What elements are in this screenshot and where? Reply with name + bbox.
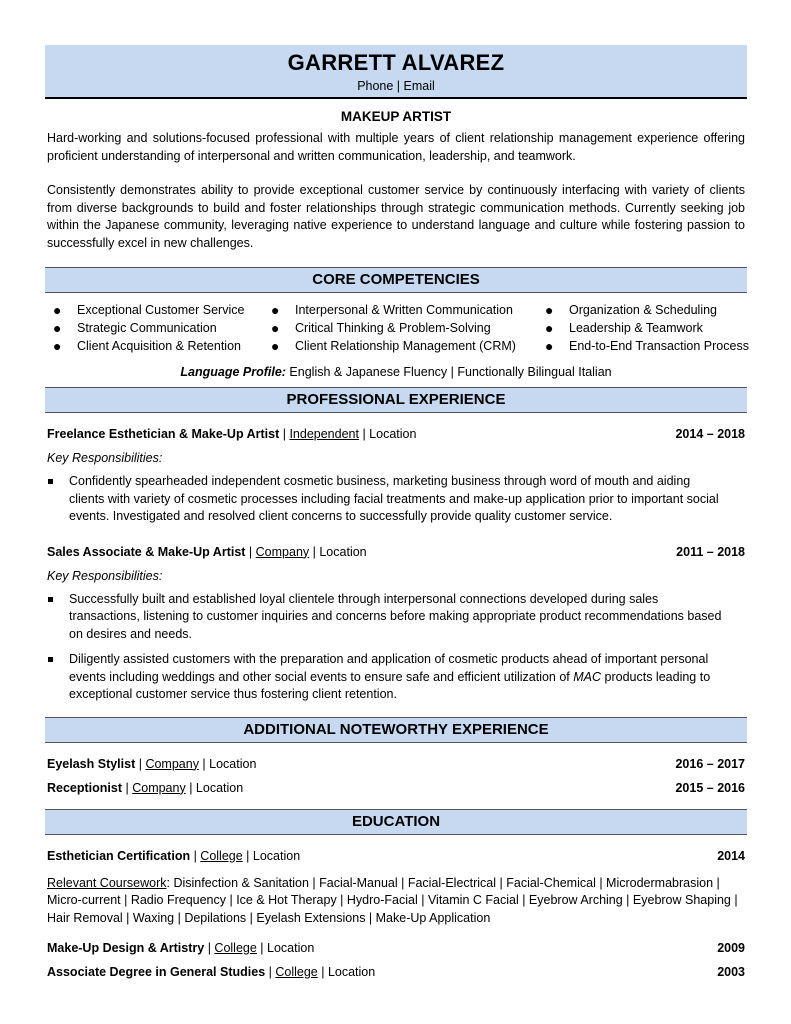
education-entry: Make-Up Design & Artistry | College | Location 2009 [47, 941, 745, 955]
school-name: College [275, 965, 318, 979]
competency-item: ● Leadership & Teamwork [545, 320, 703, 336]
job-header: Sales Associate & Make-Up Artist | Company | Location 2011 – 2018 [47, 544, 745, 559]
competencies-column [45, 301, 263, 355]
job-header: Receptionist | Company | Location 2015 – 2016 [47, 780, 745, 795]
school-location: Location [267, 941, 315, 955]
job-dates: 2015 – 2016 [675, 780, 745, 795]
header-band [45, 45, 747, 99]
candidate-name: GARRETT ALVAREZ [287, 50, 505, 75]
credential-title: Associate Degree in General Studies [47, 965, 266, 979]
competency-item: ● Critical Thinking & Problem-Solving [271, 320, 491, 336]
job-dates: 2016 – 2017 [675, 756, 745, 771]
square-bullet-icon [48, 479, 53, 484]
education-heading: EDUCATION [45, 809, 747, 835]
contact-line: Phone | Email [357, 79, 435, 93]
resume-page [45, 45, 747, 981]
responsibility-item: Confidently spearheaded independent cosmetic business, marketing business through word of mouth and aiding clients with variety of cosmetic processes including facial treatments and make-up application prior to important social events. Investigated and resolved client concerns to successfully provide quality customer service. [45, 473, 747, 526]
bullet-icon: ● [271, 338, 280, 354]
summary-paragraph: Consistently demonstrates ability to provide exceptional customer service by continuously interfacing with variety of clients from diverse backgrounds to build and foster relationships through strategic communication methods. Currently seeking job within the Japanese community, leveraging native experience to understand language and culture while fostering passion to successfully excel in new challenges. [47, 183, 745, 250]
relevant-coursework [45, 875, 747, 928]
competency-item: ● Interpersonal & Written Communication [271, 302, 513, 318]
school-name: College [200, 848, 243, 863]
credential-title: Make-Up Design & Artistry [47, 941, 205, 955]
job-header: Eyelash Stylist | Company | Location 2016 – 2017 [47, 756, 745, 771]
summary-paragraph: Hard-working and solutions-focused professional with multiple years of client relationship management experience offering proficient understanding of interpersonal and written communication, leadership, and teamwork. [47, 131, 745, 163]
key-responsibilities-label: Key Responsibilities: [47, 451, 163, 465]
responsibilities-list [45, 591, 747, 704]
responsibility-item: Diligently assisted customers with the preparation and application of cosmetic products ahead of important personal events including weddings and other social events to ensure safe and efficient utilization of MAC products leading to exceptional customer service thus fostering client retention. [45, 651, 747, 704]
employer-name: Company [132, 780, 186, 795]
coursework-list: : Disinfection & Sanitation | Facial-Manual | Facial-Electrical | Facial-Chemical | Microdermabrasion | Micro-current | Radio Frequency | Ice & Hot Therapy | Hydro-Facial | Vitamin C Facial | Eyebrow Arching | Eyebrow Shaping | Hair Removal | Waxing | Depilations | Eyelash Extensions | Make-Up Application [47, 875, 738, 925]
bullet-icon: ● [271, 320, 280, 336]
competency-item: ● Client Acquisition & Retention [53, 338, 241, 354]
competency-item: ● Exceptional Customer Service [53, 302, 245, 318]
job-position: Eyelash Stylist [47, 756, 136, 771]
job-location: Location [209, 756, 257, 771]
language-value: English & Japanese Fluency | Functionally Bilingual Italian [285, 365, 612, 379]
employer-name: Independent [289, 427, 359, 441]
job-position: Sales Associate & Make-Up Artist [47, 544, 246, 559]
education-year: 2003 [717, 965, 745, 979]
school-location: Location [252, 848, 301, 863]
education-year: 2014 [717, 848, 745, 863]
professional-experience-heading: PROFESSIONAL EXPERIENCE [45, 387, 747, 413]
language-label: Language Profile: [180, 365, 286, 379]
bullet-icon: ● [545, 302, 554, 318]
responsibilities-list [45, 473, 747, 526]
summary-section [45, 130, 747, 252]
competency-item: ● End-to-End Transaction Process [545, 338, 749, 354]
bullet-icon: ● [271, 302, 280, 318]
additional-experience-heading: ADDITIONAL NOTEWORTHY EXPERIENCE [45, 717, 747, 743]
job-dates: 2014 – 2018 [675, 427, 745, 441]
bullet-icon: ● [545, 320, 554, 336]
job-title: MAKEUP ARTIST [340, 109, 452, 124]
core-competencies-heading: CORE COMPETENCIES [45, 267, 747, 293]
bullet-icon: ● [53, 320, 62, 336]
job-location: Location [319, 544, 367, 559]
education-entry: Associate Degree in General Studies | College | Location 2003 [47, 965, 745, 979]
job-header: Freelance Esthetician & Make-Up Artist | Independent | Location 2014 – 2018 [47, 427, 745, 441]
competency-item: ● Strategic Communication [53, 320, 217, 336]
responsibility-item: Successfully built and established loyal clientele through interpersonal connections developed during sales transactions, listening to customer inquiries and concerns before making appropriate product recommendations based on desires and needs. [45, 591, 747, 644]
bullet-icon: ● [545, 338, 554, 354]
credential-title: Esthetician Certification [47, 848, 191, 863]
square-bullet-icon [48, 597, 53, 602]
job-location: Location [369, 427, 417, 441]
key-responsibilities-label: Key Responsibilities: [47, 568, 163, 583]
employer-name: Company [145, 756, 199, 771]
square-bullet-icon [48, 657, 53, 662]
coursework-label: Relevant Coursework [47, 875, 167, 890]
job-location: Location [195, 780, 244, 795]
bullet-icon: ● [53, 302, 62, 318]
competencies-grid [45, 301, 747, 355]
job-position: Receptionist [47, 780, 123, 795]
education-entry: Esthetician Certification | College | Location 2014 [47, 848, 745, 863]
education-year: 2009 [717, 941, 745, 955]
competency-item: ● Client Relationship Management (CRM) [271, 338, 516, 354]
competencies-column [537, 301, 747, 355]
school-name: College [214, 941, 257, 955]
competencies-column [263, 301, 537, 355]
job-position: Freelance Esthetician & Make-Up Artist [47, 427, 280, 441]
employer-name: Company [255, 544, 310, 559]
bullet-icon: ● [53, 338, 62, 354]
language-profile [45, 363, 747, 381]
job-dates: 2011 – 2018 [676, 544, 745, 559]
school-location: Location [327, 965, 376, 979]
competency-item: ● Organization & Scheduling [545, 302, 718, 318]
